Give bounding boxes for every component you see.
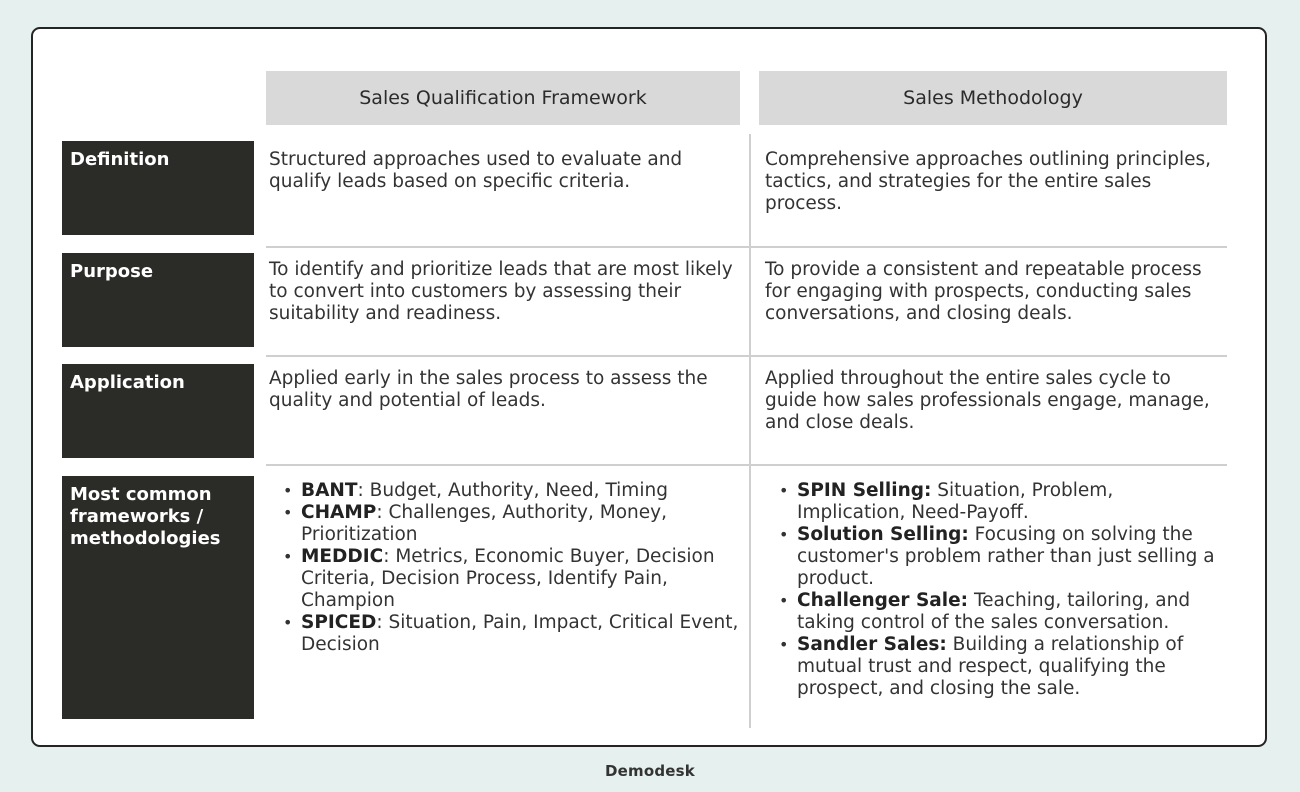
row-divider: [266, 464, 1227, 466]
item-name: Sandler Sales:: [797, 634, 947, 655]
item-desc: Budget, Authority, Need, Timing: [363, 480, 668, 501]
row-label-definition: Definition: [62, 141, 254, 235]
brand-logo: Demodesk: [605, 762, 695, 780]
purpose-framework-text: To identify and prioritize leads that are most likely to convert into customers by assessing their suitability and readiness.: [269, 259, 733, 324]
methodology-list: [765, 480, 1225, 700]
item-desc: Situation, Pain, Impact, Critical Event, Decision: [301, 612, 739, 655]
methodologies-list-cell: [765, 480, 1225, 700]
application-methodology-text: Applied throughout the entire sales cycle to guide how sales professionals engage, manage, and close deals.: [765, 368, 1210, 433]
column-divider: [749, 134, 751, 728]
item-sep: :: [376, 612, 383, 633]
comparison-card: [31, 27, 1267, 747]
row-label-frameworks: Most common frameworks / methodologies: [62, 476, 254, 719]
item-name: SPIN Selling:: [797, 480, 932, 501]
frameworks-list-cell: [269, 480, 739, 656]
item-desc: Challenges, Authority, Money, Prioritization: [301, 502, 667, 545]
item-desc: Metrics, Economic Buyer, Decision Criteria, Decision Process, Identify Pain, Champion: [301, 546, 715, 611]
column-header-sales-methodology: Sales Methodology: [759, 71, 1227, 125]
row-divider: [266, 355, 1227, 357]
row-divider: [266, 246, 1227, 248]
application-framework-text: Applied early in the sales process to assess the quality and potential of leads.: [269, 368, 708, 411]
definition-framework-text: Structured approaches used to evaluate and qualify leads based on specific criteria.: [269, 149, 683, 192]
list-item: [301, 480, 739, 502]
item-desc: Situation, Problem, Implication, Need-Payoff.: [797, 480, 1114, 523]
purpose-methodology-text: To provide a consistent and repeatable process for engaging with prospects, conducting sales conversations, and closing deals.: [765, 259, 1202, 324]
item-name: BANT: [301, 480, 358, 501]
item-name: CHAMP: [301, 502, 377, 523]
item-desc: Focusing on solving the customer's problem rather than just selling a product.: [797, 524, 1215, 589]
item-name: MEDDIC: [301, 546, 384, 567]
row-label-purpose: Purpose: [62, 253, 254, 347]
list-item: [797, 480, 1225, 524]
item-name: Solution Selling:: [797, 524, 969, 545]
row-label-application: Application: [62, 364, 254, 458]
column-header-qualification-framework: Sales Qualification Framework: [266, 71, 740, 125]
item-sep: :: [383, 546, 390, 567]
item-name: Challenger Sale:: [797, 590, 969, 611]
list-item: [797, 524, 1225, 590]
item-desc: Teaching, tailoring, and taking control of the sales conversation.: [797, 590, 1191, 633]
list-item: [301, 612, 739, 656]
list-item: [797, 590, 1225, 634]
item-desc: Building a relationship of mutual trust and respect, qualifying the prospect, and closing the sale.: [797, 634, 1184, 699]
item-name: SPICED: [301, 612, 377, 633]
list-item: [301, 502, 739, 546]
list-item: [797, 634, 1225, 700]
list-item: [301, 546, 739, 612]
framework-list: [269, 480, 739, 656]
item-sep: :: [376, 502, 383, 523]
item-sep: :: [357, 480, 364, 501]
definition-methodology-text: Comprehensive approaches outlining principles, tactics, and strategies for the entire sales process.: [765, 149, 1211, 214]
